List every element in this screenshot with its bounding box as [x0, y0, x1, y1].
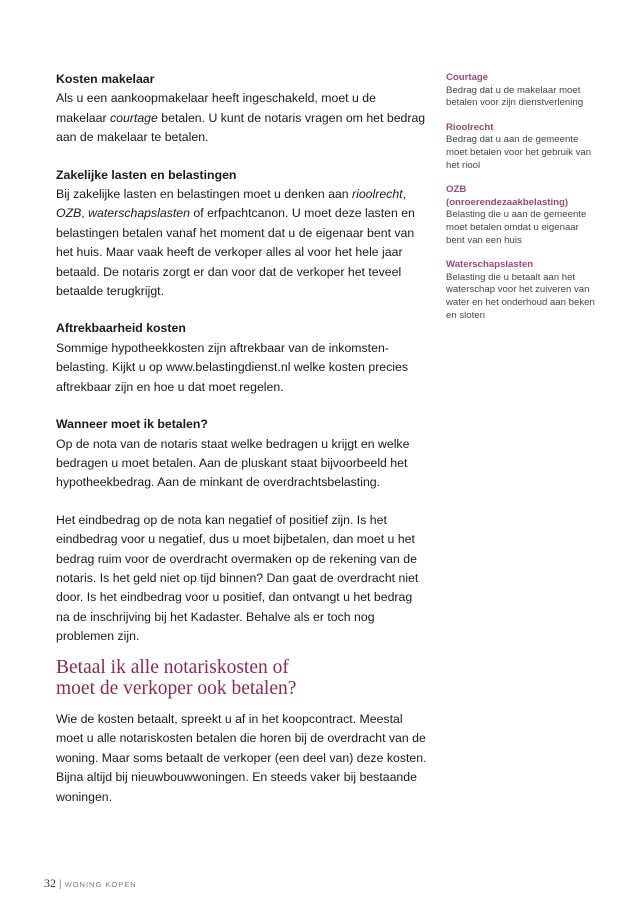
- heading-line-1: Betaal ik alle notariskosten of: [56, 657, 289, 678]
- glossary-item-courtage: [446, 72, 596, 110]
- section-eindbedrag: [56, 511, 428, 647]
- section-wanneer-betalen: [56, 415, 428, 493]
- glossary-definition: Bedrag dat u aan de gemeente moet betalen voor het gebruik van het riool: [446, 134, 592, 171]
- text-run: ,: [402, 187, 407, 202]
- section-kosten-makelaar: [56, 70, 428, 148]
- glossary-definition: Belasting die u aan de gemeente moet betalen omdat u eigenaar bent van een huis: [446, 209, 587, 246]
- term-courtage: courtage: [110, 110, 158, 125]
- footer-label: WONING KOPEN: [64, 880, 137, 889]
- text-run: Bij zakelijke lasten en belastingen moet u denken aan: [56, 187, 353, 202]
- section-body: Het eindbedrag op de nota kan negatief of positief zijn. Is het eindbedrag voor u negatief, dus u moet bijbetalen, dan moet u het bedrag ruim voor de overdracht overmaken op de rekening van de notaris. Is het geld niet op tijd binnen? Dan gaat de overdracht niet door. Is het eindbedrag voor u positief, dan ontvangt u het bedrag na de inschrijving bij het Kadaster. Behalve als er toch nog problemen zijn.: [56, 512, 419, 644]
- term-ozb: OZB: [56, 206, 82, 221]
- main-column: [56, 70, 428, 665]
- glossary-term: OZB (onroerendezaakbelasting): [446, 184, 569, 208]
- section-aftrekbaarheid: [56, 319, 428, 397]
- section-zakelijke-lasten: [56, 166, 428, 302]
- glossary-sidebar: [446, 72, 596, 334]
- page-number: 32: [44, 876, 56, 890]
- glossary-definition: Belasting die u betaalt aan het waterschap voor het zuiveren van water en het onderhoud aan beken en sloten: [446, 271, 595, 321]
- section-body: Op de nota van de notaris staat welke bedragen u krijgt en welke bedragen u moet betalen. Aan de pluskant staat bijvoorbeeld het hypotheekbedrag. Aan de minkant de overdrachtsbelasting.: [56, 436, 410, 490]
- section-heading: Zakelijke lasten en belastingen: [56, 167, 237, 182]
- section-heading: Wanneer moet ik betalen?: [56, 417, 208, 432]
- text-run: ,: [81, 206, 89, 221]
- section-body: [56, 89, 428, 147]
- term-waterschapslasten: waterschapslasten: [88, 206, 190, 221]
- glossary-item-ozb: [446, 184, 596, 247]
- glossary-definition: Bedrag dat u de makelaar moet betalen voor zijn dienstverlening: [446, 84, 584, 109]
- glossary-item-waterschapslasten: [446, 259, 596, 322]
- footer-separator: |: [59, 879, 62, 890]
- text-run: of erfpachtcanon. U moet deze lasten en belastingen betalen vanaf het moment dat u de eigenaar bent van het huis. Maar vaak heeft de verkoper alles al voor het hele jaar betaald. De notaris zorgt er dan voor dat de verkoper het teveel betaalde terugkrijgt.: [56, 206, 415, 299]
- section-heading: Kosten makelaar: [56, 72, 155, 86]
- glossary-item-rioolrecht: [446, 122, 596, 172]
- page-footer: [44, 876, 137, 891]
- final-paragraph: Wie de kosten betaalt, spreekt u af in het koopcontract. Meestal moet u alle notariskosten betalen die horen bij de overdracht van de woning. Maar soms betaalt de verkoper (een deel van) deze kosten. Bijna altijd bij nieuwbouwwoningen. En steeds vaker bij bestaande woningen.: [56, 712, 427, 804]
- section-body: [56, 185, 428, 301]
- heading-line-2: moet de verkoper ook betalen?: [56, 678, 297, 699]
- glossary-term: Courtage: [446, 72, 489, 83]
- text-run: betalen. U kunt de notaris vragen om het bedrag aan de makelaar te betalen.: [56, 110, 426, 145]
- glossary-term: Rioolrecht: [446, 121, 494, 133]
- chapter-heading: [56, 657, 436, 699]
- glossary-term: Waterschapslasten: [446, 259, 534, 271]
- section-body: Sommige hypotheekkosten zijn aftrekbaar van de inkomsten-belasting. Kijkt u op www.belastingdienst.nl welke kosten precies aftrekbaar zijn en hoe u dat moet regelen.: [56, 340, 409, 394]
- section-heading: Aftrekbaarheid kosten: [56, 321, 186, 336]
- text-run: Als u een aankoopmakelaar heeft ingeschakeld, moet u de makelaar: [56, 91, 376, 125]
- term-rioolrecht: rioolrecht: [352, 187, 403, 202]
